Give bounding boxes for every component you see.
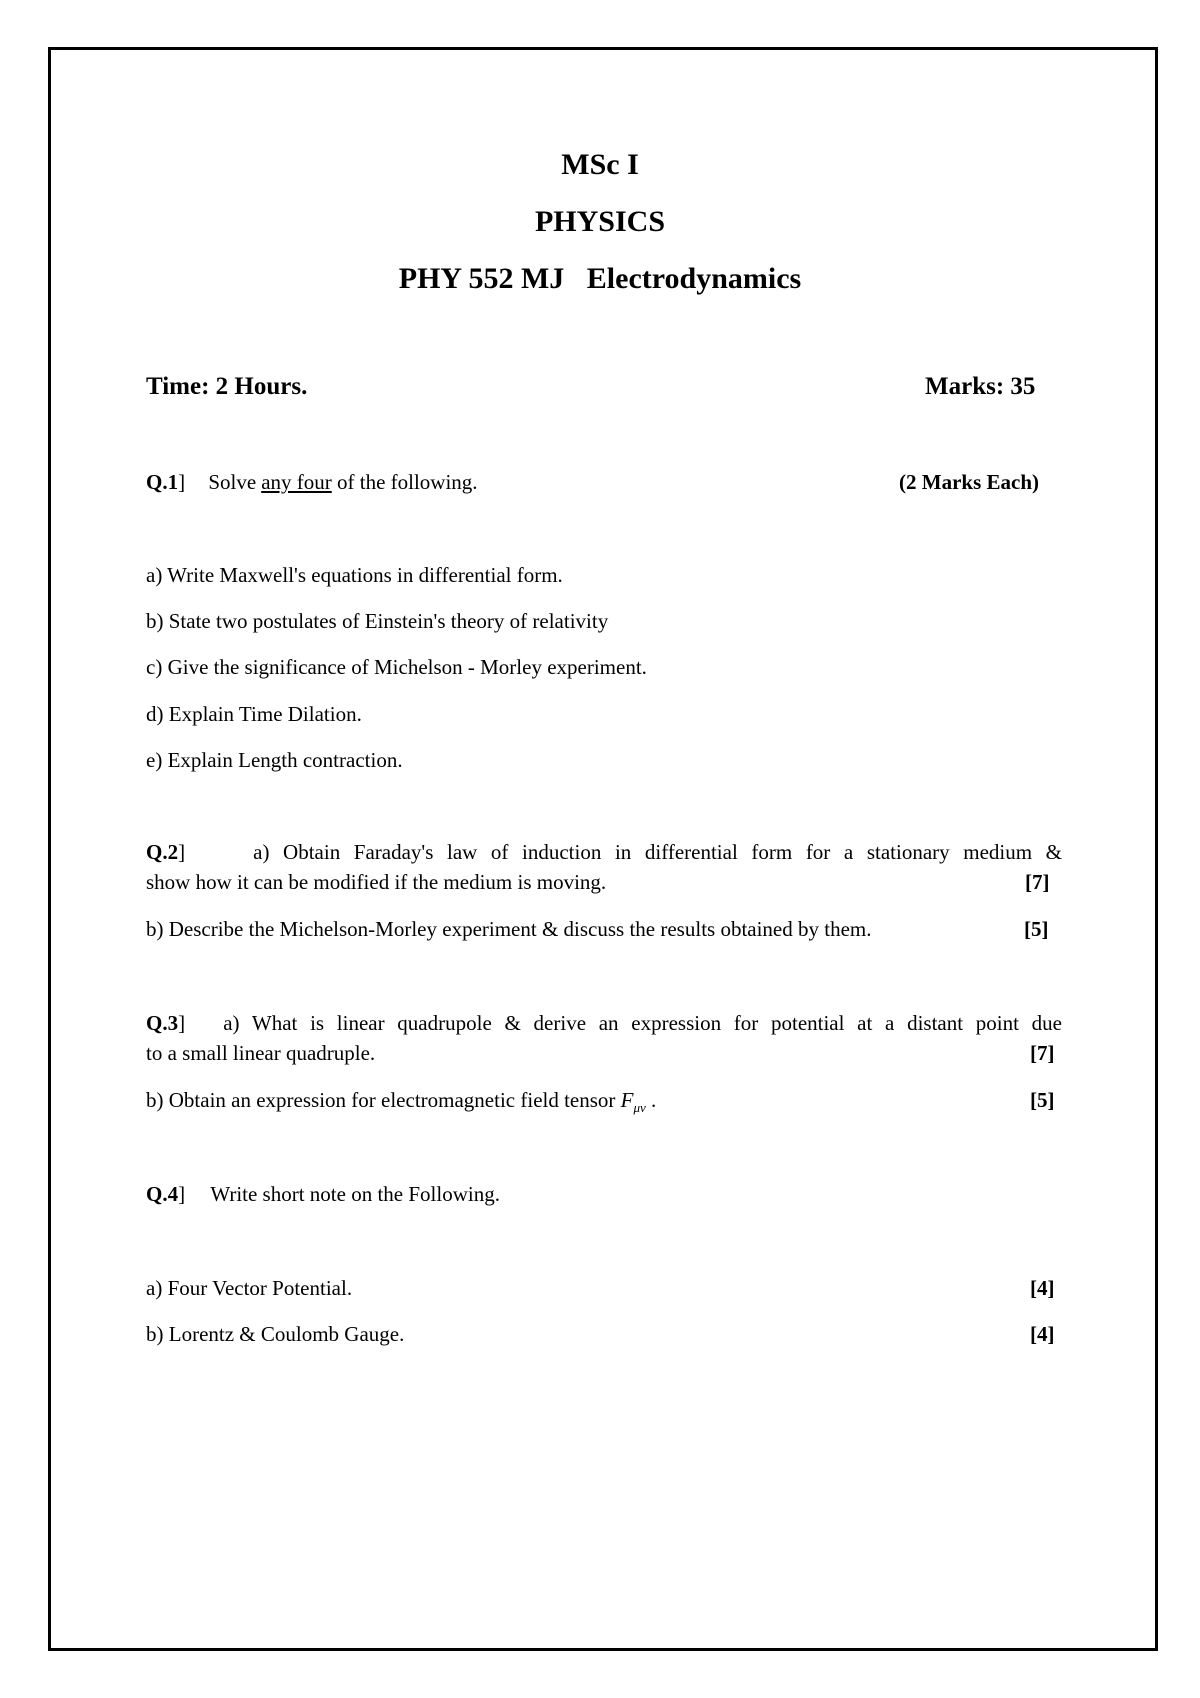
q1-item-c: c) Give the significance of Michelson - Morley experiment. <box>146 655 647 679</box>
q4-a-text: a) Four Vector Potential. <box>146 1276 353 1300</box>
q1-item-d: d) Explain Time Dilation. <box>146 702 362 726</box>
q1-instruction-post: of the following. <box>337 470 478 494</box>
q3-a-text-line1: a) What is linear quadrupole & derive an expression for potential at a distant point due <box>223 1011 1062 1035</box>
exam-marks: Marks: 35 <box>925 373 1036 400</box>
field-tensor-symbol: F <box>620 1088 634 1112</box>
q1-item-b: b) State two postulates of Einstein's theory of relativity <box>146 609 609 633</box>
q3-b-marks: [5] <box>1030 1088 1055 1112</box>
q3-b-end: . <box>645 1088 657 1112</box>
q1-instruction-pre: Solve <box>208 470 257 494</box>
q1-marks: (2 Marks Each) <box>899 470 1039 494</box>
q4-bracket: ] <box>178 1182 186 1206</box>
q4-b-text: b) Lorentz & Coulomb Gauge. <box>146 1322 405 1346</box>
q3-number: Q.3 <box>146 1011 179 1035</box>
q3-bracket: ] <box>178 1011 186 1035</box>
q1-item-e: e) Explain Length contraction. <box>146 748 403 772</box>
q2-a-marks: [7] <box>1025 870 1050 894</box>
q2-a-line2: show how it can be modified if the medium is moving. <box>146 870 607 894</box>
q1-instruction-underlined: any four <box>261 470 332 494</box>
q1-item-a: a) Write Maxwell's equations in differential form. <box>146 563 563 587</box>
q4-b-marks: [4] <box>1030 1322 1055 1346</box>
q4-a-marks: [4] <box>1030 1276 1055 1300</box>
q2-b-text: b) Describe the Michelson-Morley experiment & discuss the results obtained by them. <box>146 917 872 941</box>
q3-b-text: b) Obtain an expression for electromagnetic field tensor <box>146 1088 616 1112</box>
q3-a-line2: to a small linear quadruple. <box>146 1041 376 1065</box>
q2-b-marks: [5] <box>1024 917 1049 941</box>
q2-number: Q.2 <box>146 840 179 864</box>
q2-a-line1 <box>146 840 1062 865</box>
q3-b-line <box>146 1088 656 1116</box>
q1-number: Q.1 <box>146 470 179 494</box>
q3-a-marks: [7] <box>1030 1041 1055 1065</box>
q4-number: Q.4 <box>146 1182 179 1206</box>
subject-title: PHYSICS <box>534 205 666 238</box>
q1-heading <box>146 470 478 495</box>
q3-a-line1 <box>146 1011 1062 1036</box>
q1-bracket: ] <box>178 470 186 494</box>
course-title: MSc I <box>561 148 639 181</box>
exam-time: Time: 2 Hours. <box>146 373 308 400</box>
paper-title: PHY 552 MJ Electrodynamics <box>398 262 802 295</box>
q4-instruction: Write short note on the Following. <box>210 1182 500 1206</box>
field-tensor-subscript: μν <box>633 1100 646 1116</box>
q2-a-text-line1: a) Obtain Faraday's law of induction in differential form for a stationary medium & <box>253 840 1063 864</box>
q2-bracket: ] <box>178 840 186 864</box>
q4-heading <box>146 1182 500 1207</box>
